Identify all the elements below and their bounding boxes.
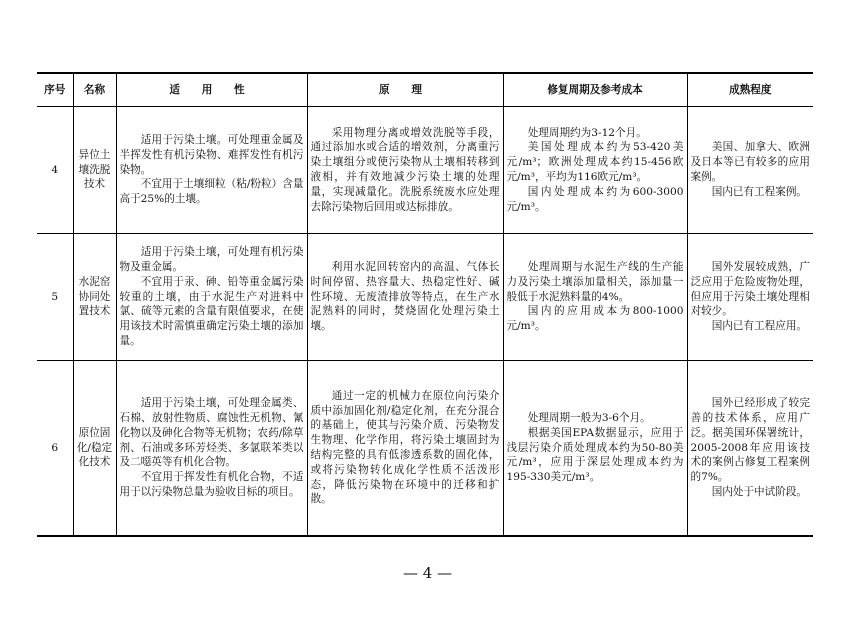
cost-paragraph: 处理周期与水泥生产线的生产能力及污染土壤添加量相关，添加量一般低于水泥熟料量的4%。 — [506, 261, 684, 303]
maturity-paragraph: 国外发展较成熟，广泛应用于危险废物处理，但应用于污染土壤处理相对较少。 — [690, 261, 810, 318]
applicability-paragraph: 适用于污染土壤。可处理重金属及半挥发性有机污染物、难挥发性有机污染物。 — [119, 134, 304, 176]
header-no: 序号 — [37, 73, 73, 107]
maturity-cell — [687, 107, 813, 234]
table-row — [37, 361, 813, 537]
maturity-paragraph: 国内已有工程案例。 — [711, 185, 808, 198]
applicability-paragraph: 不宜用于土壤细粒（粘/粉粒）含量高于25%的土壤。 — [119, 178, 304, 206]
principle-paragraph: 利用水泥回转窑内的高温、气体长时间停留、热容量大、热稳定性好、碱性环境、无废渣排放等特点，在生产水泥熟料的同时，焚烧固化处理污染土壤。 — [310, 261, 500, 333]
cost-cell — [503, 107, 687, 234]
header-maturity: 成熟程度 — [687, 73, 813, 107]
row-number: 5 — [37, 234, 73, 361]
page-number: — 4 — — [402, 564, 453, 582]
cost-paragraph: 国内处理成本约为600-3000元/m³。 — [506, 185, 684, 213]
technology-name: 水泥窑协同处置技术 — [73, 234, 116, 361]
header-applicability: 适 用 性 — [116, 73, 307, 107]
header-name: 名称 — [73, 73, 116, 107]
cost-paragraph: 美国处理成本约为53-420美元/m³；欧洲处理成本约15-456欧元/m³，平均为116欧元/m³。 — [506, 141, 684, 183]
maturity-paragraph: 美国、加拿大、欧洲及日本等已有较多的应用案例。 — [690, 141, 810, 183]
principle-cell — [307, 107, 503, 234]
principle-cell — [307, 361, 503, 537]
technology-table — [37, 72, 813, 537]
cost-paragraph: 处理周期一般为3-6个月。 — [527, 412, 651, 424]
applicability-cell — [116, 234, 307, 361]
cost-cell — [503, 234, 687, 361]
maturity-paragraph: 国内已有工程应用。 — [711, 320, 808, 333]
principle-paragraph: 采用物理分离或增效洗脱等手段，通过添加水或合适的增效剂，分离重污染土壤组分或使污染物从土壤相转移到液相，并有效地减少污染土壤的处理量，实现减量化。洗脱系统废水应处理去除污染物后回用或达标排放。 — [310, 126, 500, 213]
cost-paragraph: 根据美国EPA数据显示，应用于浅层污染介质处理成本约为50-80美元/m³，应用于深层处理成本约为195-330美元/m³。 — [506, 426, 684, 484]
applicability-paragraph: 适用于污染土壤，可处理金属类、石棉、放射性物质、腐蚀性无机物、氰化物以及砷化合物等无机物；农药/除草剂、石油或多环芳烃类、多氯联苯类以及二噁英等有机化合物。 — [119, 397, 304, 469]
applicability-paragraph: 不宜用于汞、砷、铅等重金属污染较重的土壤，由于水泥生产对进料中氯、硫等元素的含量有限值要求，在使用该技术时需慎重确定污染土壤的添加量。 — [119, 275, 304, 347]
header-cost: 修复周期及参考成本 — [503, 73, 687, 107]
row-number: 4 — [37, 107, 73, 234]
table-row — [37, 234, 813, 361]
table-header-row — [37, 73, 813, 107]
maturity-cell — [687, 361, 813, 537]
header-principle: 原 理 — [307, 73, 503, 107]
applicability-paragraph: 适用于污染土壤，可处理有机污染物及重金属。 — [119, 246, 304, 273]
applicability-paragraph: 不宜用于挥发性有机化合物，不适用于以污染物总量为验收目标的项目。 — [119, 471, 304, 498]
maturity-paragraph: 国内处于中试阶段。 — [711, 485, 808, 498]
maturity-paragraph: 国外已经形成了较完善的技术体系，应用广泛。据美国环保署统计，2005-2008年应用该技术的案例占修复工程案例的7%。 — [690, 397, 810, 484]
cost-cell — [503, 361, 687, 537]
principle-paragraph: 通过一定的机械力在原位向污染介质中添加固化剂/稳定化剂，在充分混合的基础上，使其与污染介质、污染物发生物理、化学作用，将污染土壤固封为结构完整的具有低渗透系数的固化体，或将污染物转化成化学性质不活泼形态，降低污染物在环境中的迁移和扩散。 — [310, 389, 500, 506]
row-number: 6 — [37, 361, 73, 537]
applicability-cell — [116, 361, 307, 537]
maturity-cell — [687, 234, 813, 361]
technology-name: 异位土壤洗脱技术 — [73, 107, 116, 234]
cost-paragraph: 处理周期约为3-12个月。 — [527, 126, 647, 139]
applicability-cell — [116, 107, 307, 234]
table-row — [37, 107, 813, 234]
cost-paragraph: 国内的应用成本为800-1000元/m³。 — [506, 305, 684, 333]
technology-name: 原位固化/稳定化技术 — [73, 361, 116, 537]
principle-cell — [307, 234, 503, 361]
